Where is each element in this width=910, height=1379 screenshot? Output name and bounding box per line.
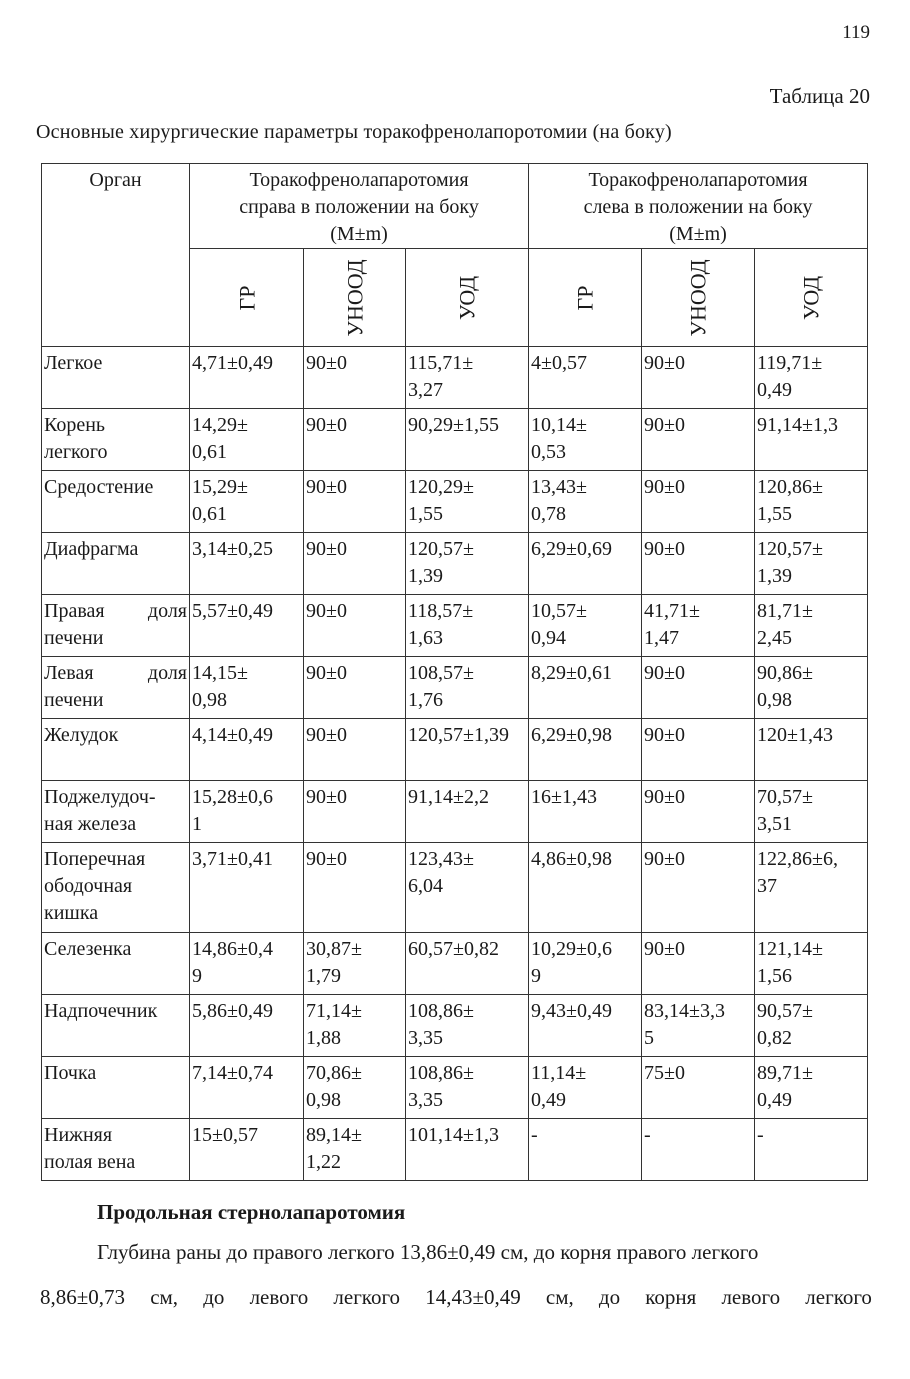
value-line: 90±0 xyxy=(306,414,347,436)
value-line: 90±0 xyxy=(644,848,685,870)
paragraph-line-1: Глубина раны до правого легкого 13,86±0,49 см, до корня правого легкого xyxy=(97,1240,759,1264)
value-line: 90±0 xyxy=(644,786,685,808)
paragraph-word: левого xyxy=(721,1285,781,1309)
paragraph-word: легкого xyxy=(805,1285,872,1309)
value-line: 89,14± xyxy=(306,1124,362,1146)
organ-word: Левая xyxy=(44,662,94,684)
value-line: 1,55 xyxy=(757,503,793,525)
value-line: 91,14±1,3 xyxy=(757,414,838,436)
group-right-line: Торакофренолапаротомия xyxy=(249,169,469,191)
value-line: 3,51 xyxy=(757,813,793,835)
table-row xyxy=(42,657,868,719)
value-line: 90,57± xyxy=(757,1000,813,1022)
organ-cell xyxy=(42,995,190,1057)
value-line: 6,29±0,98 xyxy=(531,724,612,746)
value-line: 123,43± xyxy=(408,848,474,870)
value-line: 1,47 xyxy=(644,627,680,649)
value-line: 1,79 xyxy=(306,965,341,987)
value-line: 15±0,57 xyxy=(192,1124,258,1146)
value-cell xyxy=(529,933,642,995)
value-cell xyxy=(755,843,868,933)
value-cell xyxy=(406,1119,529,1181)
value-cell xyxy=(190,719,304,781)
value-line: 90±0 xyxy=(306,848,347,870)
organ-name-line: Средостение xyxy=(44,476,154,498)
value-line: 90,29±1,55 xyxy=(408,414,499,436)
value-line: 81,71± xyxy=(757,600,813,622)
value-line: 15,28±0,6 xyxy=(192,786,273,808)
organ-name-line: Селезенка xyxy=(44,938,132,960)
subheader-cell xyxy=(304,249,406,347)
value-cell xyxy=(304,657,406,719)
value-line: 90±0 xyxy=(306,662,347,684)
value-cell xyxy=(406,995,529,1057)
value-line: 7,14±0,74 xyxy=(192,1062,273,1084)
value-line: 120,86± xyxy=(757,476,823,498)
organ-name-line: Надпочечник xyxy=(44,1000,158,1022)
value-line: 71,14± xyxy=(306,1000,362,1022)
value-cell xyxy=(406,719,529,781)
value-cell xyxy=(755,1119,868,1181)
surgical-parameters-table xyxy=(41,163,868,1181)
table-row xyxy=(42,719,868,781)
value-cell xyxy=(642,995,755,1057)
value-cell xyxy=(304,595,406,657)
value-line: 15,29± xyxy=(192,476,248,498)
value-cell xyxy=(529,843,642,933)
value-line: 6,29±0,69 xyxy=(531,538,612,560)
value-line: 14,29± xyxy=(192,414,248,436)
value-line: 90±0 xyxy=(644,938,685,960)
organ-name-line: Поперечная xyxy=(44,848,146,870)
value-cell xyxy=(406,347,529,409)
value-line: 90,86± xyxy=(757,662,813,684)
table-row xyxy=(42,595,868,657)
value-cell xyxy=(304,533,406,595)
table-row xyxy=(42,933,868,995)
organ-cell xyxy=(42,719,190,781)
paragraph-word: до xyxy=(598,1285,621,1309)
value-line: 10,14± xyxy=(531,414,587,436)
value-line: 0,98 xyxy=(192,689,227,711)
value-line: 3,35 xyxy=(408,1027,443,1049)
organ-name-line: печени xyxy=(44,689,104,711)
value-cell xyxy=(642,1057,755,1119)
value-cell xyxy=(406,781,529,843)
value-cell xyxy=(642,933,755,995)
value-line: 90±0 xyxy=(306,352,347,374)
value-line: 70,57± xyxy=(757,786,813,808)
value-line: 0,61 xyxy=(192,441,227,463)
page-number: 119 xyxy=(842,22,870,43)
value-line: 6,04 xyxy=(408,875,443,897)
value-line: 4±0,57 xyxy=(531,352,587,374)
value-line: 120,57± xyxy=(408,538,474,560)
value-cell xyxy=(190,595,304,657)
value-cell xyxy=(755,781,868,843)
value-line: 3,71±0,41 xyxy=(192,848,273,870)
value-line: 121,14± xyxy=(757,938,823,960)
value-line: 89,71± xyxy=(757,1062,813,1084)
value-line: 1,76 xyxy=(408,689,443,711)
value-line: 14,15± xyxy=(192,662,248,684)
value-line: 0,98 xyxy=(757,689,793,711)
value-line: 0,94 xyxy=(531,627,567,649)
value-line: 4,71±0,49 xyxy=(192,352,273,374)
table-row xyxy=(42,471,868,533)
value-line: 90±0 xyxy=(306,786,347,808)
organ-cell xyxy=(42,533,190,595)
organ-name-line xyxy=(44,660,187,687)
organ-cell xyxy=(42,1119,190,1181)
value-line: 1,39 xyxy=(757,565,793,587)
value-line: 5 xyxy=(644,1027,655,1049)
group-left-line: слева в положении на боку xyxy=(583,196,813,218)
value-line: 118,57± xyxy=(408,600,474,622)
organ-name-line: кишка xyxy=(44,902,99,924)
value-line: 108,86± xyxy=(408,1062,474,1084)
subheader-label: УОД xyxy=(454,275,480,320)
value-line: 90±0 xyxy=(644,538,685,560)
table-row xyxy=(42,347,868,409)
value-cell xyxy=(304,471,406,533)
table-row xyxy=(42,1119,868,1181)
value-line: 0,82 xyxy=(757,1027,793,1049)
subheader-label: УОД xyxy=(798,275,824,320)
paragraph-word: см, xyxy=(150,1285,179,1309)
group-right-line: (M±m) xyxy=(330,223,388,245)
value-line: 0,61 xyxy=(192,503,227,525)
value-cell xyxy=(642,719,755,781)
value-line: 90±0 xyxy=(644,662,685,684)
value-cell xyxy=(755,933,868,995)
value-cell xyxy=(642,1119,755,1181)
value-line: 115,71± xyxy=(408,352,474,374)
value-cell xyxy=(642,347,755,409)
value-cell xyxy=(304,843,406,933)
value-cell xyxy=(529,1057,642,1119)
value-cell xyxy=(190,471,304,533)
organ-cell xyxy=(42,781,190,843)
section-title: Продольная стернолапаротомия xyxy=(97,1200,406,1224)
value-cell xyxy=(755,471,868,533)
organ-cell xyxy=(42,471,190,533)
value-line: 1,39 xyxy=(408,565,443,587)
value-cell xyxy=(642,781,755,843)
table-row xyxy=(42,409,868,471)
value-cell xyxy=(529,595,642,657)
value-line: 41,71± xyxy=(644,600,700,622)
group-left-line: Торакофренолапаротомия xyxy=(588,169,808,191)
value-cell xyxy=(406,471,529,533)
value-line: - xyxy=(757,1124,764,1146)
organ-name-line: Поджелудоч- xyxy=(44,786,156,808)
value-line: 4,14±0,49 xyxy=(192,724,273,746)
value-line: 3,14±0,25 xyxy=(192,538,273,560)
value-line: 0,98 xyxy=(306,1089,341,1111)
group-left-line: (M±m) xyxy=(669,223,727,245)
organ-cell xyxy=(42,595,190,657)
organ-word: доля xyxy=(147,600,187,622)
value-line: 1,63 xyxy=(408,627,443,649)
subheader-label: УНООД xyxy=(685,258,711,337)
subheader-cell xyxy=(642,249,755,347)
value-cell xyxy=(190,781,304,843)
value-cell xyxy=(755,409,868,471)
value-cell xyxy=(304,995,406,1057)
value-line: 108,57± xyxy=(408,662,474,684)
paragraph-word: см, xyxy=(545,1285,574,1309)
paragraph-word: левого xyxy=(249,1285,309,1309)
value-line: 83,14±3,3 xyxy=(644,1000,725,1022)
value-cell xyxy=(755,1057,868,1119)
value-line: 120,57± xyxy=(757,538,823,560)
table-label: Таблица 20 xyxy=(769,84,870,108)
value-line: 120,29± xyxy=(408,476,474,498)
subheader-label: ГР xyxy=(234,285,259,310)
paragraph-word: 14,43±0,49 xyxy=(425,1285,521,1309)
value-line: 60,57±0,82 xyxy=(408,938,499,960)
table-row xyxy=(42,781,868,843)
organ-name-line: Почка xyxy=(44,1062,97,1084)
value-line: 16±1,43 xyxy=(531,786,597,808)
table-caption: Основные хирургические параметры торакофренолапоротомии (на боку) xyxy=(36,121,672,143)
organ-word: доля xyxy=(147,662,187,684)
value-cell xyxy=(642,471,755,533)
subheader-cell xyxy=(755,249,868,347)
table-body xyxy=(42,347,868,1181)
value-cell xyxy=(642,595,755,657)
value-line: 0,49 xyxy=(757,379,793,401)
value-cell xyxy=(190,1119,304,1181)
value-line: 90±0 xyxy=(306,600,347,622)
table-row xyxy=(42,533,868,595)
value-cell xyxy=(755,347,868,409)
organ-cell xyxy=(42,409,190,471)
value-cell xyxy=(642,533,755,595)
value-line: 90±0 xyxy=(644,414,685,436)
value-cell xyxy=(529,409,642,471)
value-cell xyxy=(755,657,868,719)
value-line: 70,86± xyxy=(306,1062,362,1084)
value-line: 90±0 xyxy=(644,352,685,374)
value-cell xyxy=(755,595,868,657)
organ-name-line: ободочная xyxy=(44,875,133,897)
organ-cell xyxy=(42,1057,190,1119)
value-line: 0,49 xyxy=(757,1089,793,1111)
value-line: 2,45 xyxy=(757,627,793,649)
value-line: 91,14±2,2 xyxy=(408,786,489,808)
value-cell xyxy=(406,533,529,595)
group-header-right xyxy=(190,164,529,249)
value-cell xyxy=(190,1057,304,1119)
value-cell xyxy=(642,409,755,471)
value-cell xyxy=(406,657,529,719)
organ-name-line: ная железа xyxy=(44,813,137,835)
value-line: 9 xyxy=(531,965,542,987)
value-cell xyxy=(406,595,529,657)
value-cell xyxy=(304,347,406,409)
value-line: 30,87± xyxy=(306,938,362,960)
value-cell xyxy=(190,843,304,933)
value-cell xyxy=(190,409,304,471)
value-cell xyxy=(304,719,406,781)
value-line: 119,71± xyxy=(757,352,823,374)
value-line: 10,57± xyxy=(531,600,587,622)
value-line: 5,86±0,49 xyxy=(192,1000,273,1022)
table-row xyxy=(42,843,868,933)
organ-name-line: Нижняя xyxy=(44,1124,113,1146)
value-cell xyxy=(529,781,642,843)
value-cell xyxy=(755,995,868,1057)
value-cell xyxy=(190,347,304,409)
organ-name-line: полая вена xyxy=(44,1151,136,1173)
subheader-label: УНООД xyxy=(342,258,367,337)
value-line: 8,29±0,61 xyxy=(531,662,612,684)
value-line: - xyxy=(531,1124,538,1146)
value-line: 90±0 xyxy=(306,538,347,560)
value-line: 11,14± xyxy=(531,1062,587,1084)
subheader-label: ГР xyxy=(572,285,598,310)
paragraph-word: корня xyxy=(645,1285,697,1309)
value-line: 1,55 xyxy=(408,503,443,525)
value-line: 101,14±1,3 xyxy=(408,1124,499,1146)
value-cell xyxy=(304,1119,406,1181)
value-line: 5,57±0,49 xyxy=(192,600,273,622)
organ-name-line: Легкое xyxy=(44,352,103,374)
organ-cell xyxy=(42,347,190,409)
organ-name-line: Диафрагма xyxy=(44,538,139,560)
value-cell xyxy=(406,843,529,933)
value-line: 75±0 xyxy=(644,1062,685,1084)
value-line: 1,88 xyxy=(306,1027,341,1049)
value-line: 1,22 xyxy=(306,1151,341,1173)
value-line: 108,86± xyxy=(408,1000,474,1022)
value-cell xyxy=(529,347,642,409)
value-cell xyxy=(304,933,406,995)
value-cell xyxy=(406,409,529,471)
value-cell xyxy=(755,533,868,595)
header-row xyxy=(42,164,868,249)
value-cell xyxy=(406,933,529,995)
value-cell xyxy=(529,533,642,595)
value-line: 10,29±0,6 xyxy=(531,938,612,960)
table-row xyxy=(42,1057,868,1119)
value-cell xyxy=(304,1057,406,1119)
value-cell xyxy=(529,1119,642,1181)
value-line: 90±0 xyxy=(306,724,347,746)
organ-header: Орган xyxy=(42,164,190,347)
value-cell xyxy=(190,995,304,1057)
value-line: 90±0 xyxy=(644,724,685,746)
organ-word: Правая xyxy=(44,600,105,622)
value-cell xyxy=(190,933,304,995)
value-line: 9,43±0,49 xyxy=(531,1000,612,1022)
organ-cell xyxy=(42,933,190,995)
value-cell xyxy=(190,657,304,719)
value-line: 122,86±6, xyxy=(757,848,838,870)
value-cell xyxy=(304,409,406,471)
group-right-line: справа в положении на боку xyxy=(239,196,479,218)
value-line: 3,27 xyxy=(408,379,443,401)
value-cell xyxy=(406,1057,529,1119)
value-line: 9 xyxy=(192,965,202,987)
subheader-cell xyxy=(529,249,642,347)
value-line: - xyxy=(644,1124,651,1146)
organ-cell xyxy=(42,843,190,933)
value-line: 3,35 xyxy=(408,1089,443,1111)
group-header-left xyxy=(529,164,868,249)
subheader-cell xyxy=(406,249,529,347)
value-cell xyxy=(642,657,755,719)
organ-name-line xyxy=(44,598,187,625)
value-line: 37 xyxy=(757,875,778,897)
paragraph-word: 8,86±0,73 xyxy=(40,1285,126,1309)
value-cell xyxy=(304,781,406,843)
organ-cell xyxy=(42,657,190,719)
value-line: 0,78 xyxy=(531,503,567,525)
value-line: 14,86±0,4 xyxy=(192,938,273,960)
value-line: 90±0 xyxy=(306,476,347,498)
value-cell xyxy=(529,719,642,781)
organ-name-line: Корень xyxy=(44,414,106,436)
value-line: 120±1,43 xyxy=(757,724,833,746)
paragraph-word: до xyxy=(203,1285,225,1309)
value-line: 0,53 xyxy=(531,441,567,463)
value-line: 1,56 xyxy=(757,965,793,987)
paragraph-word: легкого xyxy=(333,1285,401,1309)
subheader-cell xyxy=(190,249,304,347)
value-cell xyxy=(642,843,755,933)
value-cell xyxy=(529,657,642,719)
organ-name-line: Желудок xyxy=(44,724,119,746)
value-line: 120,57±1,39 xyxy=(408,724,509,746)
organ-name-line: легкого xyxy=(44,441,108,463)
paragraph-line-2 xyxy=(40,1285,872,1310)
table-row xyxy=(42,995,868,1057)
value-cell xyxy=(529,995,642,1057)
organ-name-line: печени xyxy=(44,627,104,649)
value-line: 0,49 xyxy=(531,1089,567,1111)
value-line: 4,86±0,98 xyxy=(531,848,612,870)
value-cell xyxy=(190,533,304,595)
value-line: 1 xyxy=(192,813,202,835)
value-line: 13,43± xyxy=(531,476,587,498)
value-cell xyxy=(755,719,868,781)
value-line: 90±0 xyxy=(644,476,685,498)
value-cell xyxy=(529,471,642,533)
